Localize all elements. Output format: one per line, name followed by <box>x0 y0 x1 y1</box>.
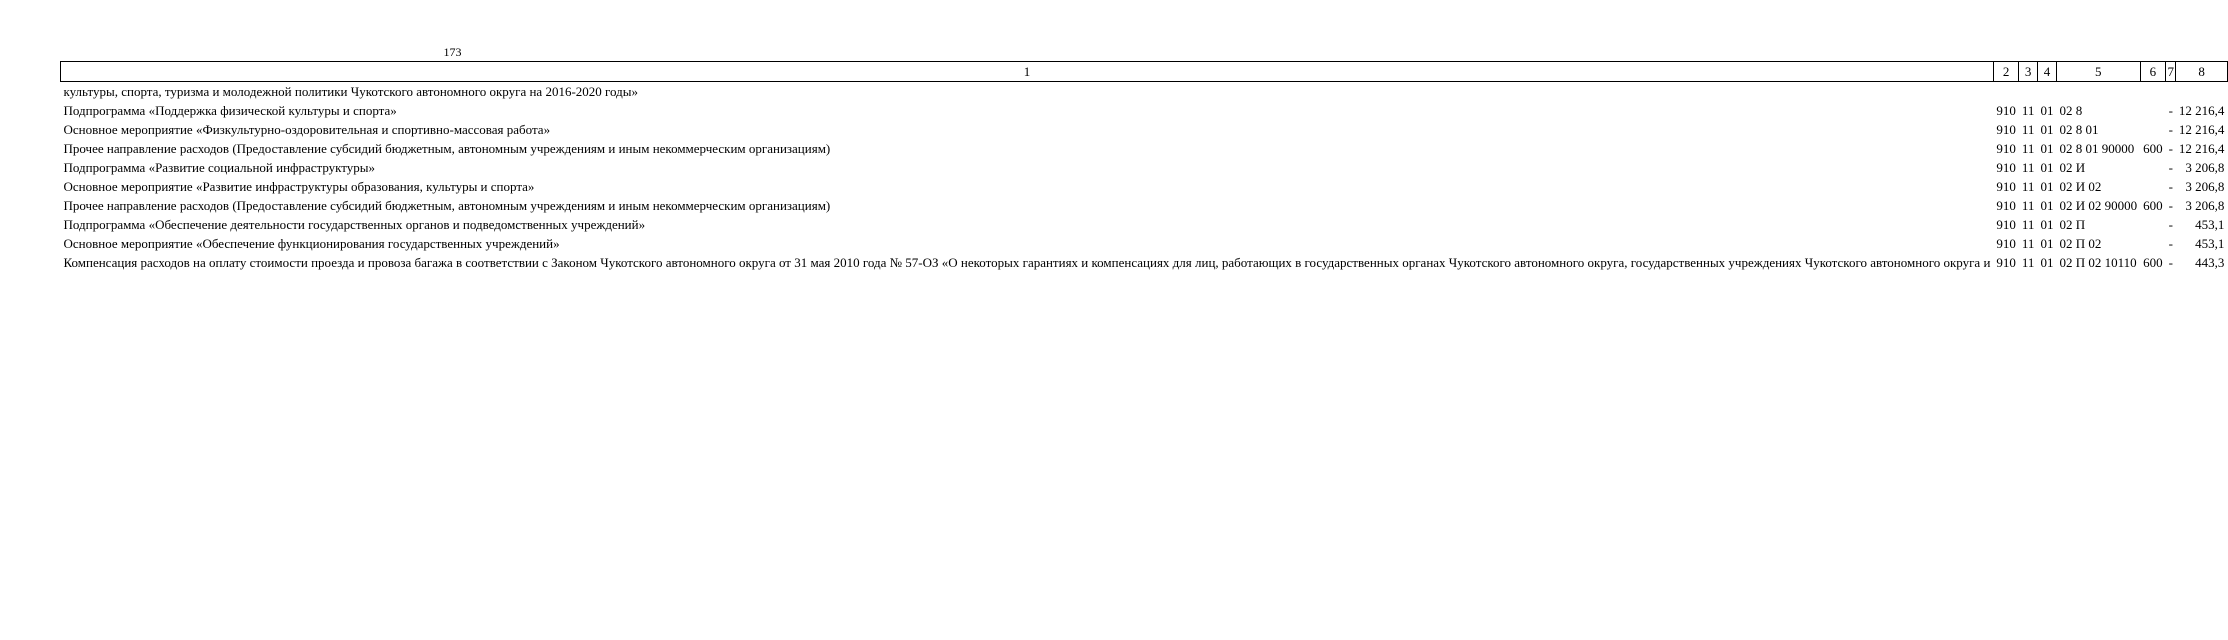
cell-code-6 <box>2140 177 2166 196</box>
cell-code-2: 910 <box>1996 141 2016 156</box>
cell-amount: 3 206,8 <box>2185 179 2225 194</box>
cell-code-6: 600 <box>2143 255 2163 270</box>
table-row <box>61 234 2228 253</box>
table-row <box>61 101 2228 120</box>
cell-code-2: 910 <box>1996 179 2016 194</box>
cell-code-3: 11 <box>2021 103 2035 118</box>
cell-code-6: 600 <box>2143 141 2163 156</box>
row-name: Прочее направление расходов (Предоставление субсидий бюджетным, автономным учреждениям и иным некоммерческим организациям) <box>63 198 831 213</box>
cell-amount: 453,1 <box>2195 236 2225 251</box>
row-name: Основное мероприятие «Развитие инфраструктуры образования, культуры и спорта» <box>63 179 535 194</box>
table-row <box>61 196 2228 215</box>
cell-code-3: 11 <box>2021 198 2035 213</box>
cell-code-4: 01 <box>2040 103 2054 118</box>
cell-col-7: - <box>2168 179 2173 194</box>
table-row <box>61 120 2228 139</box>
cell-code-6 <box>2140 158 2166 177</box>
column-header: 4 <box>2037 62 2056 82</box>
cell-code-5: 02 П 02 <box>2059 236 2102 251</box>
cell-code-5: 02 И <box>2059 160 2086 175</box>
cell-code-4 <box>2037 82 2056 102</box>
column-header: 6 <box>2140 62 2166 82</box>
table-row <box>61 215 2228 234</box>
row-name: Подпрограмма «Развитие социальной инфраструктуры» <box>63 160 376 175</box>
cell-amount: 443,3 <box>2195 255 2225 270</box>
cell-code-3: 11 <box>2021 255 2035 270</box>
cell-code-3: 11 <box>2021 141 2035 156</box>
cell-code-6 <box>2140 101 2166 120</box>
cell-code-6 <box>2140 120 2166 139</box>
cell-amount <box>2176 82 2228 102</box>
row-name: Основное мероприятие «Обеспечение функционирования государственных учреждений» <box>63 236 560 251</box>
table-row <box>61 158 2228 177</box>
cell-col-7: - <box>2168 255 2173 270</box>
cell-code-5: 02 И 02 90000 <box>2059 198 2138 213</box>
cell-col-7: - <box>2168 122 2173 137</box>
column-header: 8 <box>2176 62 2228 82</box>
table-row <box>61 253 2228 272</box>
budget-table <box>60 61 2228 272</box>
cell-code-4: 01 <box>2040 236 2054 251</box>
cell-col-7: - <box>2168 160 2173 175</box>
cell-amount: 453,1 <box>2195 217 2225 232</box>
cell-code-4: 01 <box>2040 160 2054 175</box>
table-row <box>61 82 2228 102</box>
cell-code-3: 11 <box>2021 160 2035 175</box>
cell-col-7: - <box>2168 103 2173 118</box>
cell-code-3: 11 <box>2021 236 2035 251</box>
table-row <box>61 139 2228 158</box>
table-row <box>61 177 2228 196</box>
cell-code-5: 02 8 01 <box>2059 122 2099 137</box>
cell-code-4: 01 <box>2040 217 2054 232</box>
cell-col-7: - <box>2168 141 2173 156</box>
cell-code-6 <box>2140 82 2166 102</box>
cell-code-5: 02 8 <box>2059 103 2083 118</box>
cell-amount: 3 206,8 <box>2185 198 2225 213</box>
column-header: 2 <box>1993 62 2019 82</box>
row-name: Подпрограмма «Обеспечение деятельности государственных органов и подведомственных учреждений» <box>63 217 646 232</box>
cell-code-3 <box>2019 82 2038 102</box>
cell-code-4: 01 <box>2040 198 2054 213</box>
cell-code-5: 02 П <box>2059 217 2086 232</box>
cell-col-7: - <box>2168 236 2173 251</box>
cell-code-2: 910 <box>1996 103 2016 118</box>
column-header: 7 <box>2166 62 2176 82</box>
cell-code-3: 11 <box>2021 179 2035 194</box>
cell-code-2 <box>1993 82 2019 102</box>
row-name: Компенсация расходов на оплату стоимости проезда и провоза багажа в соответствии с Законом Чукотского автономного округа от 31 мая 2010 года № 57-ОЗ «О некоторых гарантиях и компенсациях для лиц, работающих в государственных органах Чукотского автономного округа, государственных учреждениях Чукотского автономного округа и <box>63 255 1991 270</box>
cell-amount: 12 216,4 <box>2178 103 2225 118</box>
cell-amount: 3 206,8 <box>2185 160 2225 175</box>
row-name: Подпрограмма «Поддержка физической культуры и спорта» <box>63 103 397 118</box>
row-name: культуры, спорта, туризма и молодежной политики Чукотского автономного округа на 2016-2020 годы» <box>63 84 639 99</box>
cell-col-7 <box>2166 82 2176 102</box>
row-name: Основное мероприятие «Физкультурно-оздоровительная и спортивно-массовая работа» <box>63 122 551 137</box>
cell-amount: 12 216,4 <box>2178 141 2225 156</box>
cell-code-6: 600 <box>2143 198 2163 213</box>
cell-code-4: 01 <box>2040 141 2054 156</box>
column-header: 1 <box>61 62 1994 82</box>
cell-code-3: 11 <box>2021 217 2035 232</box>
cell-col-7: - <box>2168 217 2173 232</box>
cell-code-3: 11 <box>2021 122 2035 137</box>
cell-code-6 <box>2140 234 2166 253</box>
column-header: 5 <box>2056 62 2140 82</box>
cell-code-5: 02 П 02 10110 <box>2059 255 2137 270</box>
cell-code-2: 910 <box>1996 160 2016 175</box>
cell-code-6 <box>2140 215 2166 234</box>
cell-code-2: 910 <box>1996 198 2016 213</box>
table-header-row <box>61 62 2228 82</box>
cell-code-5: 02 И 02 <box>2059 179 2102 194</box>
cell-code-5 <box>2056 82 2140 102</box>
row-name: Прочее направление расходов (Предоставление субсидий бюджетным, автономным учреждениям и иным некоммерческим организациям) <box>63 141 831 156</box>
cell-amount: 12 216,4 <box>2178 122 2225 137</box>
cell-code-2: 910 <box>1996 236 2016 251</box>
page-number: 173 <box>443 45 462 59</box>
cell-code-4: 01 <box>2040 179 2054 194</box>
cell-code-2: 910 <box>1996 255 2016 270</box>
cell-code-4: 01 <box>2040 255 2054 270</box>
cell-code-2: 910 <box>1996 217 2016 232</box>
cell-code-2: 910 <box>1996 122 2016 137</box>
column-header: 3 <box>2019 62 2038 82</box>
cell-col-7: - <box>2168 198 2173 213</box>
cell-code-4: 01 <box>2040 122 2054 137</box>
cell-code-5: 02 8 01 90000 <box>2059 141 2135 156</box>
